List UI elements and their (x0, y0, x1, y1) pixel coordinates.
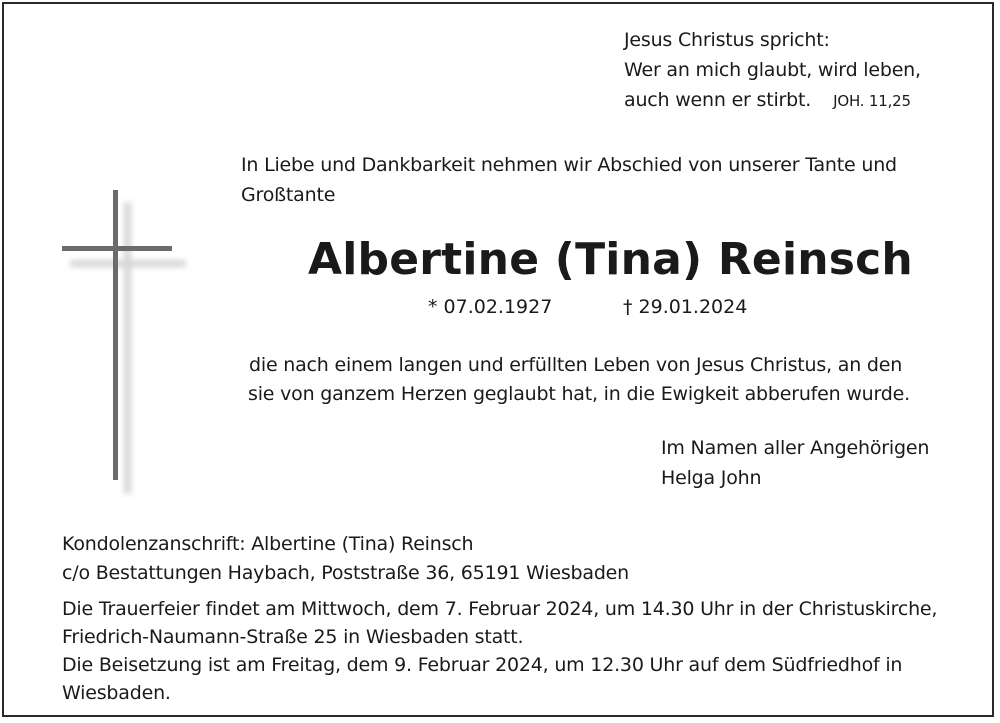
ceremony-line-1: Die Trauerfeier findet am Mittwoch, dem 7. Februar 2024, um 14.30 Uhr in der Christuskirche, (62, 598, 938, 620)
intro-line-2: Großtante (241, 184, 336, 206)
condolence-line-2: c/o Bestattungen Haybach, Poststraße 36, 65191 Wiesbaden (62, 562, 630, 584)
verse-line-3-row (624, 86, 911, 115)
message-line-1: die nach einem langen und erfüllten Leben von Jesus Christus, an den (249, 354, 903, 376)
verse-reference: JOH. 11,25 (833, 92, 911, 110)
ceremony-line-4: Wiesbaden. (62, 682, 171, 704)
signature-line-2: Helga John (661, 467, 762, 489)
verse-line-1: Jesus Christus spricht: (624, 29, 830, 51)
deceased-name: Albertine (Tina) Reinsch (308, 234, 913, 285)
message-line-2: sie von ganzem Herzen geglaubt hat, in die Ewigkeit abberufen wurde. (248, 383, 910, 405)
signature-line-1: Im Namen aller Angehörigen (661, 437, 930, 459)
verse-line-3: auch wenn er stirbt. (624, 89, 812, 111)
cross-icon (60, 188, 190, 498)
intro-line-1: In Liebe und Dankbarkeit nehmen wir Abschied von unserer Tante und (241, 154, 897, 176)
ceremony-line-2: Friedrich-Naumann-Straße 25 in Wiesbaden statt. (62, 626, 524, 648)
ceremony-line-3: Die Beisetzung ist am Freitag, dem 9. Februar 2024, um 12.30 Uhr auf dem Südfriedhof in (62, 654, 903, 676)
birth-date: * 07.02.1927 (428, 296, 553, 318)
condolence-line-1: Kondolenzanschrift: Albertine (Tina) Reinsch (62, 533, 474, 555)
verse-line-2: Wer an mich glaubt, wird leben, (624, 59, 921, 81)
death-date: † 29.01.2024 (623, 296, 748, 318)
